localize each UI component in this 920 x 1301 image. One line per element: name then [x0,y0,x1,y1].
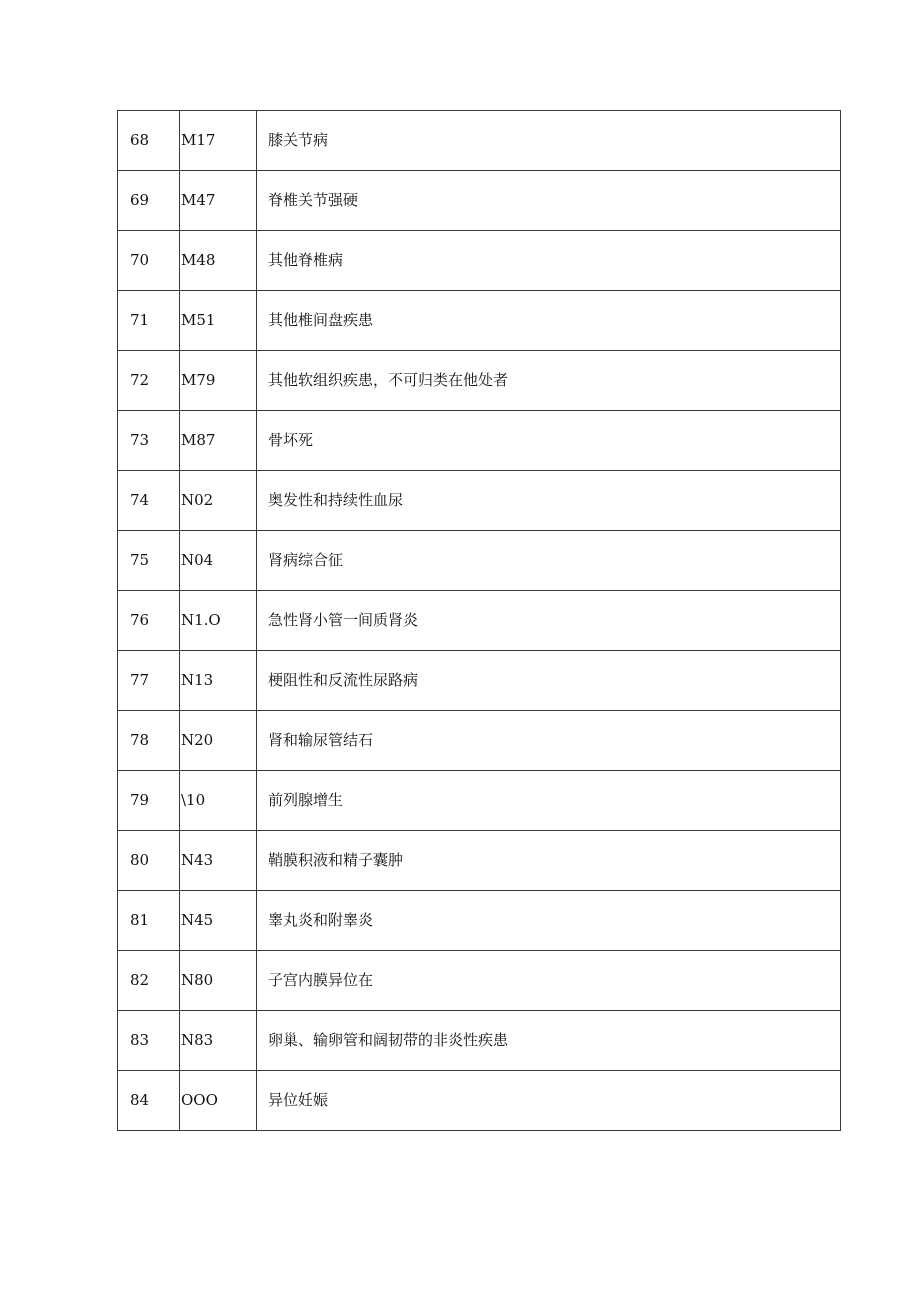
row-number-cell: 72 [118,351,180,411]
icd-code-cell: M51 [180,291,257,351]
icd-code-cell: N83 [180,1011,257,1071]
icd-code-cell: M47 [180,171,257,231]
disease-name-cell: 膝关节病 [257,111,841,171]
disease-name-cell: 睾丸炎和附睾炎 [257,891,841,951]
table-row [118,411,841,471]
row-number-cell: 69 [118,171,180,231]
table-row [118,351,841,411]
icd-code-cell: N43 [180,831,257,891]
disease-name-cell: 子宫内膜异位在 [257,951,841,1011]
row-number-cell: 81 [118,891,180,951]
icd-code-cell: M17 [180,111,257,171]
icd-code-cell: \10 [180,771,257,831]
disease-name-cell: 梗阻性和反流性尿路病 [257,651,841,711]
row-number-cell: 74 [118,471,180,531]
icd-code-cell: N02 [180,471,257,531]
icd-code-cell: N13 [180,651,257,711]
disease-name-cell: 前列腺增生 [257,771,841,831]
row-number-cell: 82 [118,951,180,1011]
disease-name-cell: 其他椎间盘疾患 [257,291,841,351]
table-row [118,1011,841,1071]
table-row [118,771,841,831]
icd-code-cell: N1.O [180,591,257,651]
disease-name-cell: 其他脊椎病 [257,231,841,291]
disease-name-cell: 奥发性和持续性血尿 [257,471,841,531]
disease-name-cell: 肾病综合征 [257,531,841,591]
table-row [118,531,841,591]
table-body [118,111,841,1131]
table-row [118,831,841,891]
table-row [118,651,841,711]
row-number-cell: 75 [118,531,180,591]
table-row [118,711,841,771]
disease-name-cell: 急性肾小管一间质肾炎 [257,591,841,651]
icd-code-cell: M87 [180,411,257,471]
row-number-cell: 71 [118,291,180,351]
disease-name-cell: 脊椎关节强硬 [257,171,841,231]
table-row [118,111,841,171]
disease-code-table [117,110,841,1131]
row-number-cell: 68 [118,111,180,171]
disease-name-cell: 骨坏死 [257,411,841,471]
row-number-cell: 78 [118,711,180,771]
table-row [118,471,841,531]
row-number-cell: 70 [118,231,180,291]
table-row [118,231,841,291]
table-row [118,891,841,951]
icd-code-cell: N20 [180,711,257,771]
icd-code-cell: N04 [180,531,257,591]
table-row [118,591,841,651]
disease-name-cell: 鞘膜积液和精子囊肿 [257,831,841,891]
icd-code-cell: M79 [180,351,257,411]
row-number-cell: 76 [118,591,180,651]
disease-name-cell: 其他软组织疾患，不可归类在他处者 [257,351,841,411]
row-number-cell: 77 [118,651,180,711]
disease-name-cell: 异位妊娠 [257,1071,841,1131]
row-number-cell: 83 [118,1011,180,1071]
table-row [118,171,841,231]
row-number-cell: 84 [118,1071,180,1131]
icd-code-cell: N80 [180,951,257,1011]
icd-code-cell: M48 [180,231,257,291]
icd-code-cell: OOO [180,1071,257,1131]
table-row [118,951,841,1011]
icd-code-cell: N45 [180,891,257,951]
table-row [118,291,841,351]
row-number-cell: 80 [118,831,180,891]
disease-name-cell: 卵巢、输卵管和阔韧带的非炎性疾患 [257,1011,841,1071]
row-number-cell: 79 [118,771,180,831]
row-number-cell: 73 [118,411,180,471]
disease-name-cell: 肾和输尿管结石 [257,711,841,771]
table-row [118,1071,841,1131]
